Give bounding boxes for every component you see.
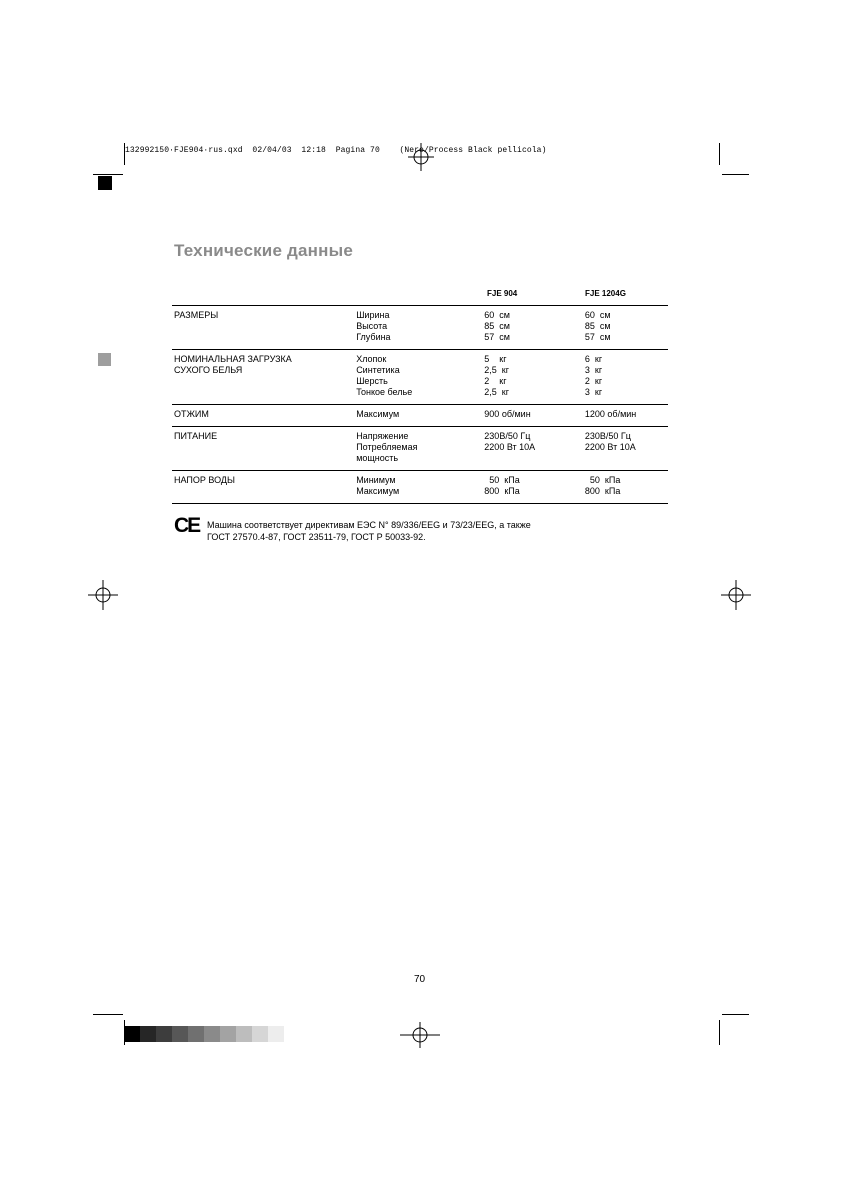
color-swatch [172, 1026, 188, 1042]
column-header-model2: FJE 1204G [585, 289, 626, 298]
color-swatch [236, 1026, 252, 1042]
color-swatch [268, 1026, 284, 1042]
spec-value-model2: 6 кг [584, 354, 603, 364]
spec-parameter-cell [354, 427, 482, 471]
spec-category: ОТЖИМ [174, 409, 209, 419]
crop-mark [719, 143, 720, 165]
compliance-line-1: Машина соответствует директивам ЕЭС N° 89/336/EEG и 73/23/EEG, а также [207, 520, 531, 530]
spec-category: НАПОР ВОДЫ [174, 475, 235, 485]
spec-value-model1: 57 см [484, 332, 510, 342]
spec-value-model2: 2200 Вт 10А [584, 442, 636, 452]
spec-value-model2-cell [583, 427, 668, 471]
spec-value-model2-cell [583, 471, 668, 504]
spec-parameter: Максимум [356, 409, 400, 419]
compliance-text [207, 519, 531, 543]
crop-mark [719, 1020, 720, 1045]
spec-category: ПИТАНИЕ [174, 431, 218, 441]
spec-row [172, 350, 668, 405]
spec-category: СУХОГО БЕЛЬЯ [174, 365, 243, 375]
spec-value-model2: 800 кПа [584, 486, 621, 496]
crop-mark [722, 174, 749, 175]
color-swatch [140, 1026, 156, 1042]
spec-category-cell [172, 405, 354, 427]
spec-row [172, 405, 668, 427]
registration-mark-icon [406, 143, 436, 173]
spec-row [172, 471, 668, 504]
spec-value-model2-cell [583, 405, 668, 427]
spec-category-cell [172, 306, 354, 350]
spec-value-model1: 900 об/мин [484, 409, 531, 419]
crop-mark [722, 1014, 749, 1015]
page-number: 70 [414, 974, 426, 985]
spec-value-model1-cell [482, 405, 583, 427]
spec-category-cell [172, 471, 354, 504]
spec-value-model2: 57 см [584, 332, 611, 342]
spec-value-model1: 2200 Вт 10А [484, 442, 536, 452]
color-control-strip [124, 1026, 284, 1042]
spec-value-model2: 50 кПа [584, 475, 621, 485]
registration-mark-icon [400, 1020, 440, 1050]
spec-parameter: Напряжение [356, 431, 409, 441]
spec-value-model1: 2,5 кг [484, 365, 510, 375]
spec-value-model2-cell [583, 350, 668, 405]
spec-value-model2: 3 кг [584, 387, 603, 397]
compliance-line-2: ГОСТ 27570.4-87, ГОСТ 23511-79, ГОСТ Р 50033-92. [207, 532, 426, 542]
black-marker-square [98, 176, 112, 190]
spec-row [172, 306, 668, 350]
spec-value-model1: 60 см [484, 310, 510, 320]
spec-value-model2: 1200 об/мин [584, 409, 637, 419]
spec-value-model2-cell [583, 306, 668, 350]
spec-parameter: Максимум [356, 486, 400, 496]
spec-value-model2: 230В/50 Гц [584, 431, 631, 441]
registration-mark-icon [721, 580, 751, 610]
gray-marker-square [98, 353, 111, 366]
spec-value-model1-cell [482, 350, 583, 405]
spec-value-model1-cell [482, 427, 583, 471]
spec-parameter: Синтетика [356, 365, 400, 375]
spec-category: НОМИНАЛЬНАЯ ЗАГРУЗКА [174, 354, 292, 364]
crop-mark [93, 1014, 123, 1015]
spec-value-model1: 800 кПа [484, 486, 520, 496]
spec-value-model1-cell [482, 306, 583, 350]
ce-mark-icon: CE [174, 514, 200, 537]
spec-parameter: Тонкое белье [356, 387, 413, 397]
crop-mark [93, 174, 123, 175]
spec-parameter: Потребляемая [356, 442, 418, 452]
spec-value-model1: 2 кг [484, 376, 507, 386]
spec-parameter: Высота [356, 321, 388, 331]
spec-value-model2: 85 см [584, 321, 611, 331]
spec-parameter: Минимум [356, 475, 396, 485]
spec-value-model1: 230В/50 Гц [484, 431, 531, 441]
spec-parameter: мощность [356, 453, 399, 463]
printer-slug: 132992150·FJE904·rus.qxd 02/04/03 12:18 Pagina 70 (Nero/Process Black pellicola) [125, 146, 547, 155]
color-swatch [252, 1026, 268, 1042]
spec-category-cell [172, 427, 354, 471]
spec-value-model1: 50 кПа [484, 475, 520, 485]
color-swatch [220, 1026, 236, 1042]
spec-parameter: Ширина [356, 310, 390, 320]
spec-value-model1: 85 см [484, 321, 510, 331]
registration-mark-icon [88, 580, 118, 610]
color-swatch [156, 1026, 172, 1042]
spec-parameter: Шерсть [356, 376, 388, 386]
page-title: Технические данные [174, 241, 353, 260]
column-header-model1: FJE 904 [487, 289, 518, 298]
spec-parameter-cell [354, 350, 482, 405]
color-swatch [188, 1026, 204, 1042]
spec-category: РАЗМЕРЫ [174, 310, 219, 320]
spec-parameter-cell [354, 405, 482, 427]
spec-parameter: Хлопок [356, 354, 387, 364]
spec-value-model1: 5 кг [484, 354, 507, 364]
spec-value-model1: 2,5 кг [484, 387, 510, 397]
spec-parameter-cell [354, 471, 482, 504]
spec-parameter-cell [354, 306, 482, 350]
color-swatch [204, 1026, 220, 1042]
spec-value-model2: 3 кг [584, 365, 603, 375]
spec-parameter: Глубина [356, 332, 391, 342]
color-swatch [124, 1026, 140, 1042]
spec-row [172, 427, 668, 471]
spec-value-model2: 60 см [584, 310, 611, 320]
spec-value-model2: 2 кг [584, 376, 603, 386]
spec-value-model1-cell [482, 471, 583, 504]
spec-category-cell [172, 350, 354, 405]
spec-table-body [172, 306, 668, 504]
spec-table [172, 305, 668, 504]
crop-mark [124, 143, 125, 165]
